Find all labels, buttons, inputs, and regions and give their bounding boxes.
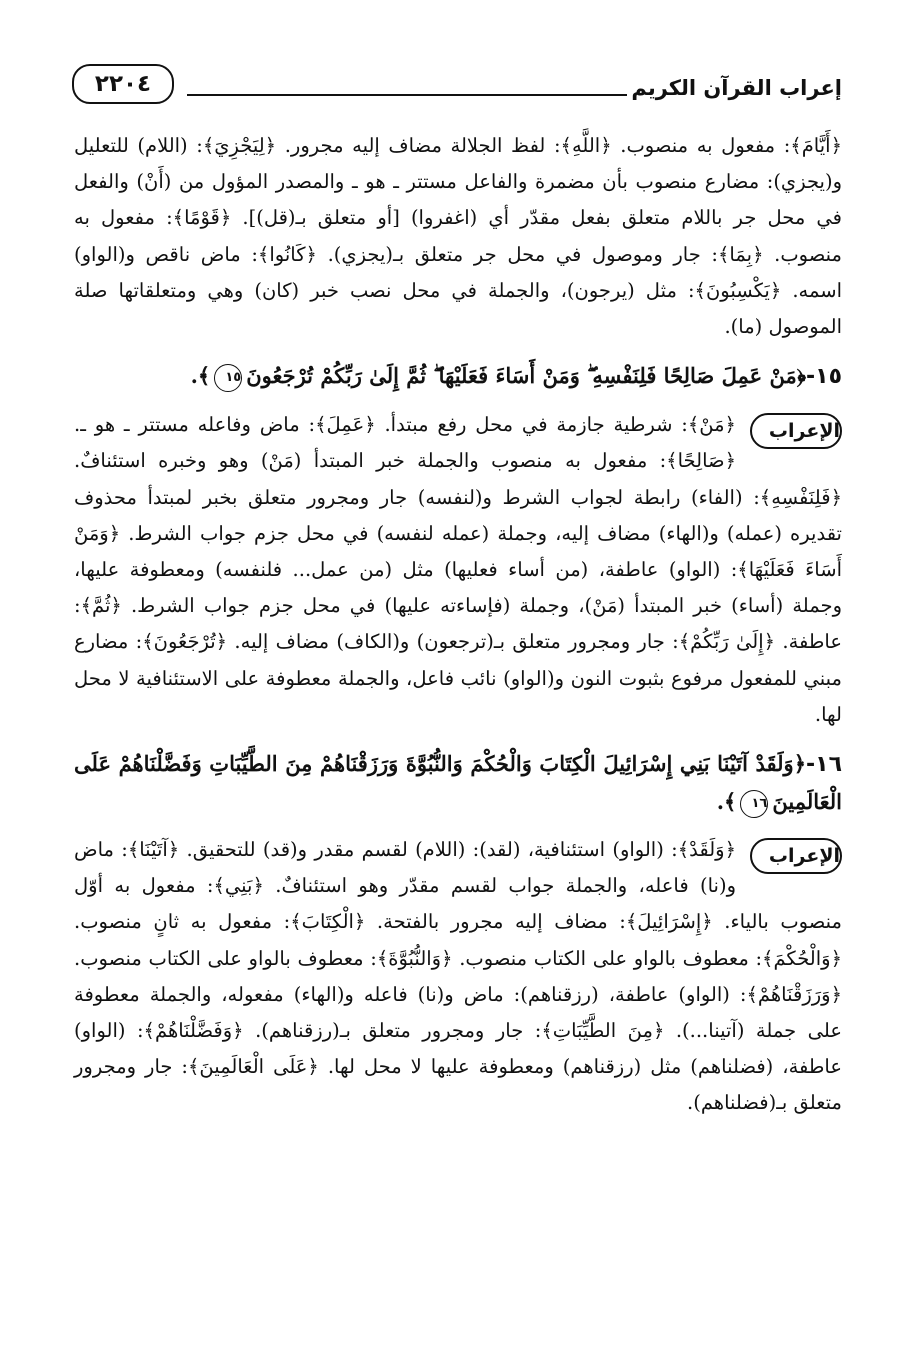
irab-badge: الإعراب xyxy=(750,413,842,449)
running-header xyxy=(72,58,842,108)
irab-badge: الإعراب xyxy=(750,838,842,874)
irab-paragraph: ﴿مَنْ﴾: شرطية جازمة في محل رفع مبتدأ. ﴿عَمِلَ﴾: ماض وفاعله مستتر ـ هو ـ. ﴿صَالِحًا﴾: مفعول به منصوب والجملة خبر المبتدأ (مَنْ) وهو وخبره استئنافٌ. ﴿فَلِنَفْسِهِ﴾: (الفاء) رابطة لجواب الشرط و(لنفسه) جار ومجرور متعلق بخبر لمبتدأ محذوف تقديره (عمله) و(الهاء) مضاف إليه، وجملة (عمله لنفسه) في محل جزم جواب الشرط. ﴿وَمَنْ أَسَاءَ فَعَلَيْهَا﴾: (الواو) عاطفة، (من أساء فعليها) مثل (من عمل... فلنفسه) ومعطوفة عليها، وجملة (أساء) خبر المبتدأ (مَنْ)، وجملة (فإساءته عليها) في محل جزم جواب الشرط. ﴿ثُمَّ﴾: عاطفة. ﴿إِلَىٰ رَبِّكُمْ﴾: جار ومجرور متعلق بـ(ترجعون) و(الكاف) مضاف إليه. ﴿تُرْجَعُونَ﴾: مضارع مبني للمفعول مرفوع بثبوت النون و(الواو) نائب فاعل، والجملة معطوفة على الاستئنافية لا محل لها. xyxy=(74,413,842,726)
page-number: ٢٢٠٤ xyxy=(72,64,174,104)
book-title: إعراب القرآن الكريم xyxy=(631,76,842,100)
verse-text: ﴿وَلَقَدْ آتَيْنَا بَنِي إِسْرَائِيلَ الْكِتَابَ وَالْحُكْمَ وَالنُّبُوَّةَ وَرَزَقْنَاهُمْ مِنَ الطَّيِّبَاتِ وَفَضَّلْنَاهُمْ عَلَى الْعَالَمِينَ xyxy=(74,751,842,815)
irab-paragraph: ﴿وَلَقَدْ﴾: (الواو) استئنافية، (لقد): (اللام) لقسم مقدر و(قد) للتحقيق. ﴿آتَيْنَا﴾: ماض و(نا) فاعله، والجملة جواب لقسم مقدّر وهو استئنافٌ. ﴿بَنِي﴾: مفعول به أوّل منصوب بالياء. ﴿إِسْرَائِيلَ﴾: مضاف إليه مجرور بالفتحة. ﴿الْكِتَابَ﴾: مفعول به ثانٍ منصوب. ﴿وَالْحُكْمَ﴾: معطوف بالواو على الكتاب منصوب. ﴿وَالنُّبُوَّةَ﴾: معطوف بالواو على الكتاب منصوب. ﴿وَرَزَقْنَاهُمْ﴾: (الواو) عاطفة، (رزقناهم): ماض و(نا) فاعله و(الهاء) مفعوله، والجملة معطوفة على جملة (آتينا...). ﴿مِنَ الطَّيِّبَاتِ﴾: جار ومجرور متعلق بـ(رزقناهم). ﴿وَفَضَّلْنَاهُمْ﴾: (الواو) عاطفة، (فضلناهم) مثل (رزقناهم) ومعطوفة عليها لا محل لها. ﴿عَلَى الْعَالَمِينَ﴾: جار ومجرور متعلق بـ(فضلناهم). xyxy=(74,838,842,1115)
page-content xyxy=(74,128,842,1122)
verse-text: ﴿مَنْ عَمِلَ صَالِحًا فَلِنَفْسِهِ ۖ وَمَنْ أَسَاءَ فَعَلَيْهَا ۖ ثُمَّ إِلَىٰ رَبِّكُمْ تُرْجَعُونَ xyxy=(246,363,806,389)
header-rule xyxy=(187,94,627,96)
verse-close: ﴾. xyxy=(716,789,737,815)
verse-15 xyxy=(74,357,842,395)
verse-number: ١٦- xyxy=(806,752,842,778)
ayah-end-mark: ١٦ xyxy=(740,790,768,818)
irab-section-15 xyxy=(74,407,842,733)
irab-paragraph-14-continued: ﴿أَيَّامَ﴾: مفعول به منصوب. ﴿اللَّهِ﴾: لفظ الجلالة مضاف إليه مجرور. ﴿لِيَجْزِيَ﴾: (اللام) للتعليل و(يجزي): مضارع منصوب بأن مضمرة والفاعل مستتر ـ هو ـ والمصدر المؤول من (أَنْ) والفعل في محل جر باللام متعلق بفعل مقدّر أي (اغفروا) [أو متعلق بـ(قل)]. ﴿قَوْمًا﴾: مفعول به منصوب. ﴿بِمَا﴾: جار وموصول في محل جر متعلق بـ(يجزي). ﴿كَانُوا﴾: ماض ناقص و(الواو) اسمه. ﴿يَكْسِبُونَ﴾: مثل (يرجون)، والجملة في محل نصب خبر (كان) وهي ومتعلقاتها صلة الموصول (ما). xyxy=(74,134,842,339)
verse-16 xyxy=(74,745,842,820)
ayah-end-mark: ١٥ xyxy=(214,364,242,392)
irab-section-16 xyxy=(74,832,842,1122)
verse-close: ﴾. xyxy=(190,363,211,389)
verse-number: ١٥- xyxy=(806,364,842,390)
